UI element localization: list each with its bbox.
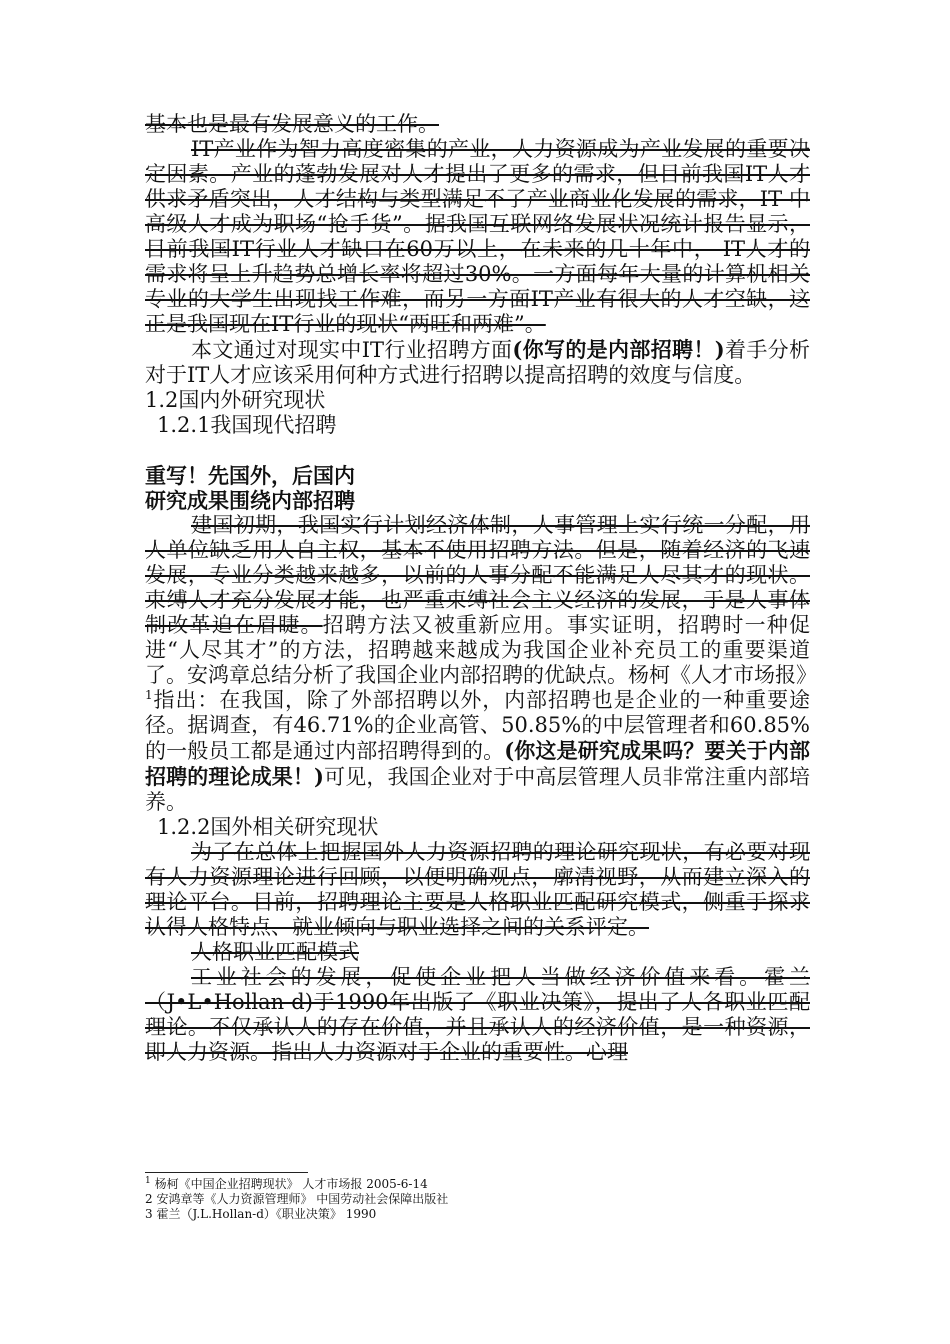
reviewer-comment: 研究成果围绕内部招聘 bbox=[145, 488, 355, 513]
paragraph-7 bbox=[145, 965, 810, 1065]
paragraph-4 bbox=[145, 513, 817, 815]
footnote-2: 2 安鸿章等《人力资源管理师》 中国劳动社会保障出版社 bbox=[145, 1192, 449, 1206]
footnote-text: 杨柯《中国企业招聘现状》 人才市场报 2005-6-14 bbox=[154, 1177, 428, 1191]
footnote-3: 3 霍兰（J.L.Hollan-d）《职业决策》 1990 bbox=[145, 1207, 377, 1221]
body-text bbox=[145, 112, 817, 1065]
body-text-span: 着手分析对于IT人才应该采用何种方式进行招聘以提高招聘的效度与信度。 bbox=[145, 338, 811, 387]
deleted-text: 人格职业匹配模式 bbox=[191, 940, 359, 964]
footnote-separator bbox=[145, 1172, 308, 1173]
spacer bbox=[145, 438, 810, 463]
reviewer-comment: 重写！先国外，后国内 bbox=[145, 463, 355, 488]
footnote-number: 1 bbox=[145, 1176, 151, 1186]
footnote-1 bbox=[145, 1177, 810, 1192]
paragraph-5 bbox=[145, 840, 810, 940]
footnote-ref: 1 bbox=[145, 688, 153, 702]
body-text-span: 指出：在我国，除了外部招聘以外，内部招聘也是企业的一种重要途径。据调查，有46.71%的企业高管、50.85%的中层管理者和60.85%的一般员工都是通过内部招聘得到的。 bbox=[145, 688, 810, 763]
deleted-text: 为了在总体上把握国外人力资源招聘的理论研究现状，有必要对现有人力资源理论进行回顾，以便明确观点，廓清视野，从而建立深入的理论平台。目前，招聘理论主要是人格职业匹配研究模式，侧重于探求认得人格特点、就业倾向与职业选择之间的关系评定。 bbox=[145, 840, 810, 939]
paragraph-3 bbox=[145, 337, 810, 388]
body-text-span: 招聘方法又被重新应用。事实证明，招聘时一种促进“人尽其才”的方法，招聘越来越成为我国企业补充员工的重要渠道了。安鸿章总结分析了我国企业内部招聘的优缺点。杨柯《人才市场报》 bbox=[145, 613, 817, 687]
section-heading-1-2-2: 1.2.2国外相关研究现状 bbox=[157, 815, 379, 839]
deleted-text: 工业社会的发展，促使企业把人当做经济价值来看。霍兰（J•L•Hollan-d)于1990年出版了《职业决策》，提出了人各职业匹配理论。不仅承认人的存在价值，并且承认人的经济价值，是一种资源，即人力资源。指出人力资源对于企业的重要性。心理 bbox=[145, 965, 810, 1064]
deleted-text: 建国初期，我国实行计划经济体制，人事管理上实行统一分配，用人单位缺乏用人自主权，基本不使用招聘方法。但是，随着经济的飞速发展，专业分类越来越多，以前的人事分配不能满足人尽其才的现状。束缚人才充分发展才能，也严重束缚社会主义经济的发展，于是人事体制改革迫在眉睫。 bbox=[145, 513, 810, 637]
body-text-span: 本文通过对现实中IT行业招聘方面 bbox=[191, 338, 513, 362]
section-heading-1-2-1: 1.2.1我国现代招聘 bbox=[157, 413, 337, 437]
paragraph-1 bbox=[145, 112, 810, 137]
section-heading-1-2: 1.2国内外研究现状 bbox=[145, 388, 326, 412]
reviewer-comment: (你写的是内部招聘！) bbox=[512, 337, 725, 362]
paragraph-2 bbox=[145, 137, 810, 337]
body-text-span: 可见，我国企业对于中高层管理人员非常注重内部培养。 bbox=[145, 765, 810, 814]
reviewer-comment: (你这是研究成果吗？要关于内部招聘的理论成果！) bbox=[145, 738, 811, 789]
deleted-text: 基本也是最有发展意义的工作。 bbox=[145, 112, 439, 136]
paragraph-6 bbox=[145, 940, 810, 965]
footnotes bbox=[145, 1177, 810, 1222]
deleted-text: IT产业作为智力高度密集的产业，人力资源成为产业发展的重要决定因素。产业的蓬勃发展对人才提出了更多的需求，但目前我国IT人才供求矛盾突出，人才结构与类型满足不了产业商业化发展的需求，IT 中高级人才成为职场“抢手货”。据我国互联网络发展状况统计报告显示，目前我国IT行业人才缺口在60万以上，在未来的几十年中， IT人才的需求将呈上升趋势总增长率将超过30%。一方面每年大量的计算机相关专业的大学生出现找工作难，而另一方面IT产业有很大的人才空缺，这正是我国现在IT行业的现状“两旺和两难”。 bbox=[145, 137, 810, 336]
